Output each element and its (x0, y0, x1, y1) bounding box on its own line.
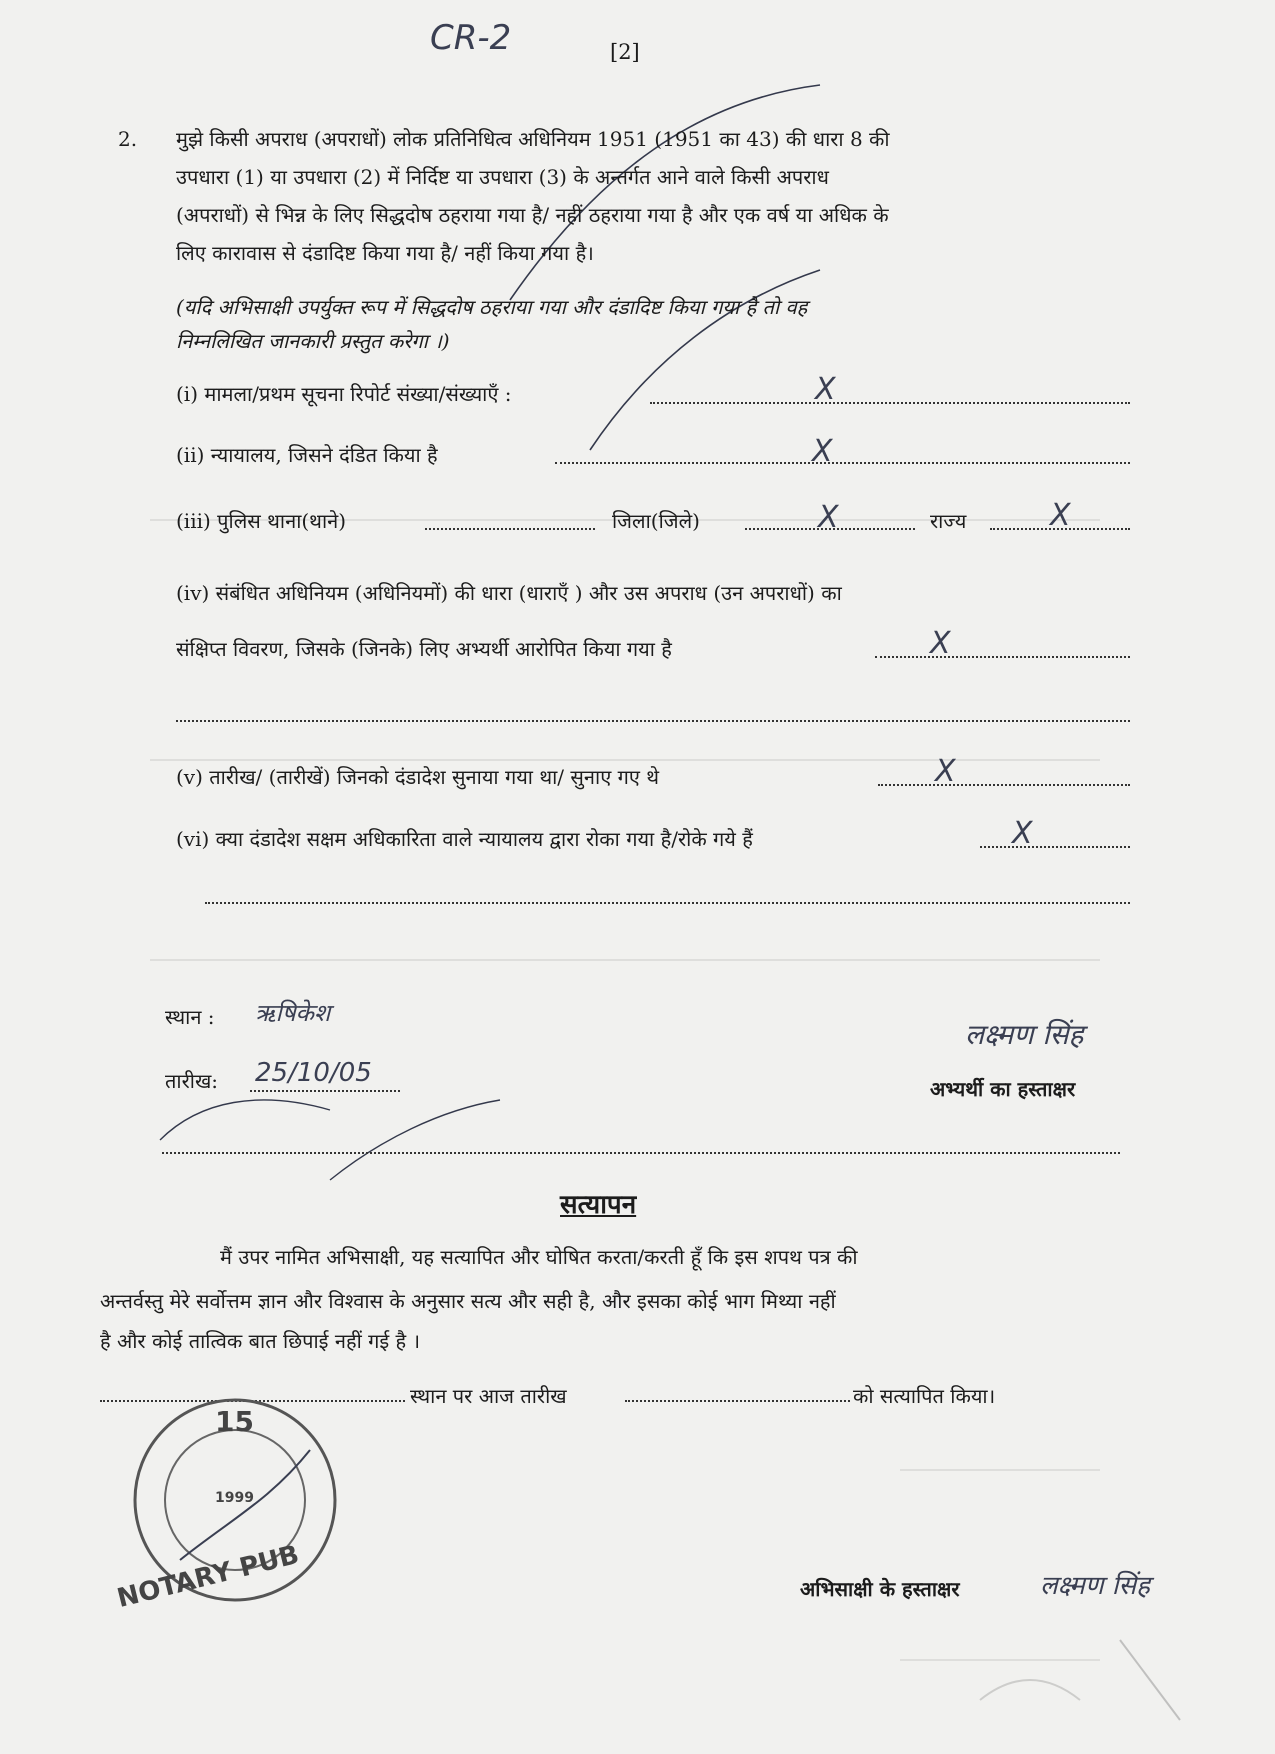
stamp-number: 15 (215, 1405, 254, 1438)
date-value: 25/10/05 (255, 1058, 372, 1088)
item-v-label: (v) तारीख/ (तारीखें) जिनको दंडादेश सुनाया गया था/ सुनाए गए थे (176, 765, 660, 789)
section2-note-line1: (यदि अभिसाक्षी उपर्युक्त रूप में सिद्धदोष ठहराया गया और दंडादिष्ट किया गया है तो वह (176, 295, 808, 319)
item-i-field (650, 402, 1130, 404)
verification-line1: मैं उपर नामित अभिसाक्षी, यह सत्यापित और घोषित करता/करती हूँ कि इस शपथ पत्र की (220, 1245, 858, 1269)
item-iii-label: (iii) पुलिस थाना(थाने) (176, 509, 347, 533)
page-number: [2] (610, 40, 640, 64)
item-iii-mark-1: X (818, 500, 839, 535)
item-ii-mark: X (812, 434, 833, 469)
item-i-label: (i) मामला/प्रथम सूचना रिपोर्ट संख्या/संख्याएँ : (176, 382, 512, 406)
candidate-signature-label: अभ्यर्थी का हस्ताक्षर (930, 1077, 1076, 1101)
candidate-signature: लक्ष्मण सिंह (965, 1018, 1084, 1051)
section2-line2: उपधारा (1) या उपधारा (2) में निर्दिष्ट या उपधारा (3) के अन्तर्गत आने वाले किसी अपराध (176, 165, 829, 189)
item-iv-line1: (iv) संबंधित अधिनियम (अधिनियमों) की धारा (धाराएँ ) और उस अपराध (उन अपराधों) का (176, 581, 842, 605)
deponent-signature-label: अभिसाक्षी के हस्ताक्षर (800, 1577, 960, 1601)
item-vi-mark: X (1012, 816, 1033, 851)
item-i-mark: X (815, 372, 836, 407)
item-ii-label: (ii) न्यायालय, जिसने दंडित किया है (176, 443, 438, 467)
section2-note-line2: निम्नलिखित जानकारी प्रस्तुत करेगा ।) (176, 329, 450, 353)
section2-line1: मुझे किसी अपराध (अपराधों) लोक प्रतिनिधित्व अधिनियम 1951 (1951 का 43) की धारा 8 की (176, 127, 890, 151)
item-iv-field-2 (176, 720, 1130, 722)
section2-line4: लिए कारावास से दंडादिष्ट किया गया है/ नहीं किया गया है। (176, 241, 594, 265)
deponent-signature: लक्ष्मण सिंह (1040, 1571, 1150, 1601)
section-number: 2. (118, 127, 138, 151)
verification-date-field (625, 1400, 850, 1402)
verification-heading: सत्यापन (560, 1190, 637, 1220)
verification-place-text: स्थान पर आज तारीख (410, 1384, 567, 1408)
item-iv-mark: X (930, 626, 951, 661)
place-label: स्थान : (165, 1005, 215, 1029)
date-field (250, 1090, 400, 1092)
item-vi-field-2 (205, 902, 1130, 904)
verification-verified-text: को सत्यापित किया। (853, 1384, 996, 1408)
item-iv-field-1 (875, 656, 1130, 658)
item-iii-mark-2: X (1050, 498, 1071, 533)
verification-line3: है और कोई तात्विक बात छिपाई नहीं गई है । (100, 1329, 421, 1353)
item-iv-line2: संक्षिप्त विवरण, जिसके (जिनके) लिए अभ्यर्थी आरोपित किया गया है (176, 637, 672, 661)
separator-line (162, 1152, 1120, 1154)
date-label: तारीख: (165, 1069, 219, 1093)
section2-line3: (अपराधों) से भिन्न के लिए सिद्धदोष ठहराया गया है/ नहीं ठहराया गया है और एक वर्ष या अधिक के (176, 203, 889, 227)
item-vi-field (980, 846, 1130, 848)
item-ii-field (555, 462, 1130, 464)
stamp-text: NOTARY PUB (114, 1539, 303, 1615)
item-iii-district-label: जिला(जिले) (612, 509, 700, 533)
handwritten-ref: CR-2 (430, 18, 512, 58)
stamp-year: 1999 (215, 1490, 254, 1506)
item-v-field (878, 784, 1130, 786)
item-iii-state-label: राज्य (930, 509, 967, 533)
verification-line2: अन्तर्वस्तु मेरे सर्वोत्तम ज्ञान और विश्वास के अनुसार सत्य और सही है, और इसका कोई भाग मिथ्या नहीं (100, 1289, 836, 1313)
place-value: ऋषिकेश (255, 999, 331, 1027)
item-v-mark: X (935, 754, 956, 789)
police-station-field (425, 528, 595, 530)
item-vi-label: (vi) क्या दंडादेश सक्षम अधिकारिता वाले न्यायालय द्वारा रोका गया है/रोके गये हैं (176, 827, 753, 851)
